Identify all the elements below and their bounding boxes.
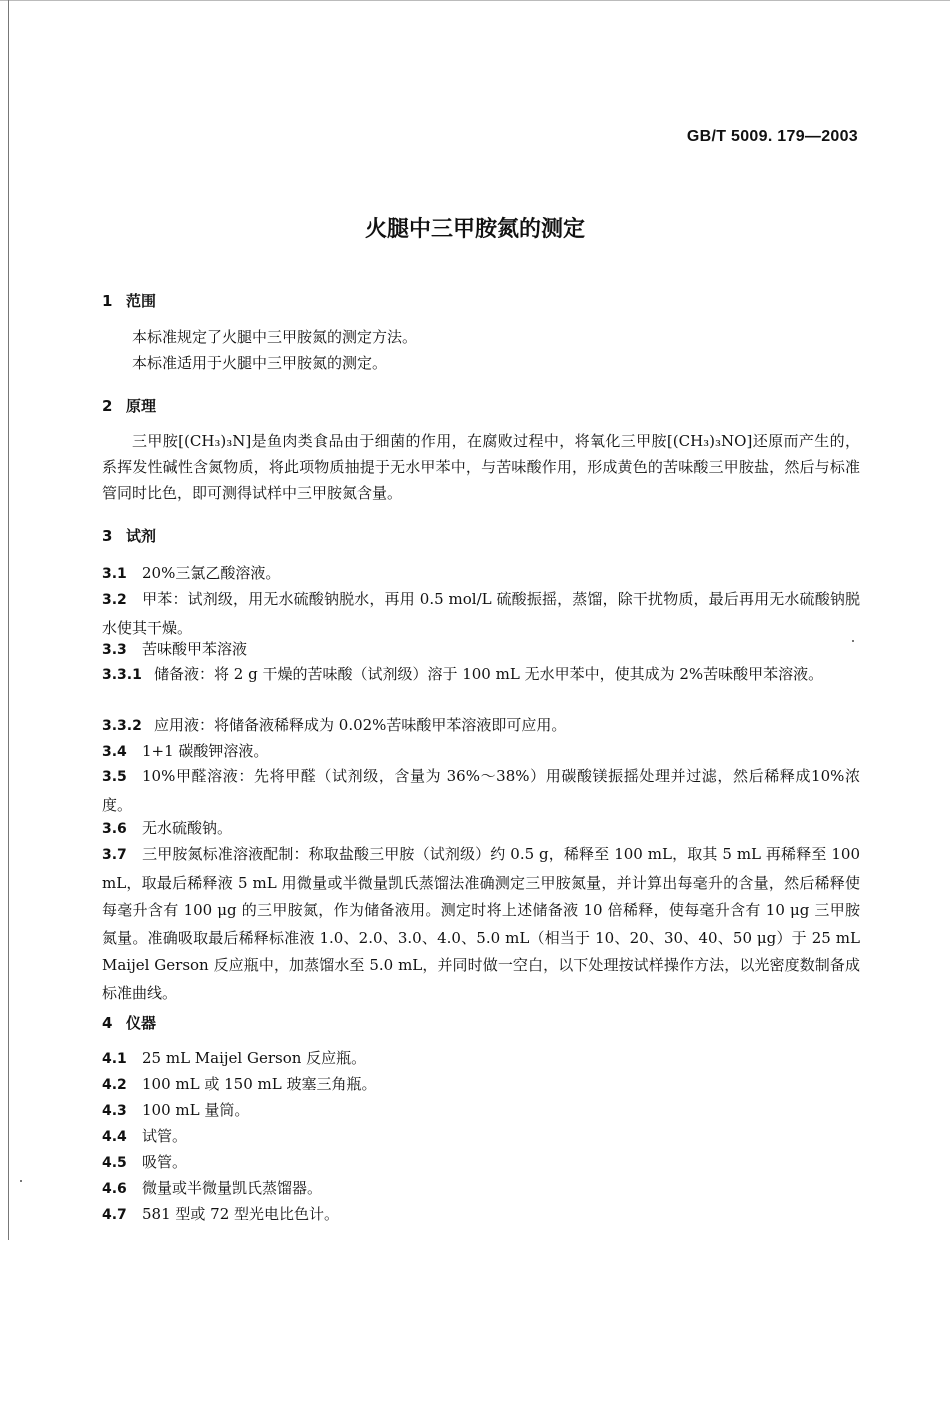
item-text: 三甲胺氮标准溶液配制：称取盐酸三甲胺（试剂级）约 0.5 g，稀释至 100 mL，取其 5 mL 再稀释至 100 mL，取最后稀释液 5 mL 用微量或半微量凯氏蒸馏法准确测定三甲胺氮量，并计算出每毫升的含量，然后稀释使每毫升含有 100 μg 的三甲胺氮，作为储备液用。测定时将上述储备液 10 倍稀释，使每毫升含有 10 μg 三甲胺氮量。准确吸取最后稀释标准液 1.0、2.0、3.0、4.0、5.0 mL（相当于 10、20、30、40、50 μg）于 25 mL Maijel Gerson 反应瓶中，加蒸馏水至 5.0 mL，并同时做一空白，以下处理按试样操作方法，以光密度数制备成标准曲线。	[102, 845, 860, 1002]
list-item	[102, 763, 860, 819]
item-number: 4.4	[102, 1129, 127, 1145]
list-item	[102, 1175, 860, 1204]
list-item	[102, 841, 860, 1007]
item-number: 3.3.2	[102, 718, 142, 734]
list-item	[102, 815, 860, 844]
principle-paragraph: 三甲胺[(CH₃)₃N]是鱼肉类食品由于细菌的作用，在腐败过程中，将氧化三甲胺[(CH₃)₃NO]还原而产生的，系挥发性碱性含氮物质，将此项物质抽提于无水甲苯中，与苦味酸作用，形成黄色的苦味酸三甲胺盐，然后与标准管同时比色，即可测得试样中三甲胺氮含量。	[102, 432, 860, 502]
item-number: 3.6	[102, 821, 127, 837]
section-3-heading	[102, 525, 156, 546]
list-item	[102, 1071, 860, 1100]
section-number: 4	[102, 1014, 113, 1032]
item-text: 无水硫酸钠。	[142, 819, 233, 837]
page-title: 火腿中三甲胺氮的测定	[364, 217, 585, 242]
list-item	[102, 560, 860, 589]
item-number: 3.1	[102, 566, 127, 582]
list-item	[102, 1123, 860, 1152]
item-text: 苦味酸甲苯溶液	[142, 640, 248, 658]
list-item	[102, 586, 860, 642]
item-number: 4.1	[102, 1051, 127, 1067]
item-text: 100 mL 或 150 mL 玻塞三角瓶。	[142, 1075, 377, 1093]
item-number: 4.5	[102, 1155, 127, 1171]
list-item	[102, 1201, 860, 1230]
item-number: 4.2	[102, 1077, 127, 1093]
section-number: 3	[102, 527, 113, 545]
list-item	[102, 1045, 860, 1074]
item-text: 10%甲醛溶液：先将甲醛（试剂级，含量为 36%～38%）用碳酸镁振摇处理并过滤，然后稀释成10%浓度。	[102, 767, 860, 814]
section-4-heading	[102, 1012, 156, 1033]
list-item	[102, 1097, 860, 1126]
item-text: 1+1 碳酸钾溶液。	[142, 742, 269, 760]
item-number: 4.6	[102, 1181, 127, 1197]
section-number: 1	[102, 292, 113, 310]
list-item	[102, 712, 860, 741]
item-text: 100 mL 量筒。	[142, 1101, 250, 1119]
list-item	[102, 661, 860, 690]
item-text: 吸管。	[142, 1153, 188, 1171]
item-text: 储备液：将 2 g 干燥的苦味酸（试剂级）溶于 100 mL 无水甲苯中，使其成为 2%苦味酸甲苯溶液。	[154, 665, 824, 683]
item-text: 甲苯：试剂级，用无水硫酸钠脱水，再用 0.5 mol/L 硫酸振摇，蒸馏，除干扰物质，最后再用无水硫酸钠脱水使其干燥。	[102, 590, 860, 637]
item-number: 3.4	[102, 744, 127, 760]
section-title: 原理	[126, 397, 157, 415]
item-number: 3.5	[102, 769, 127, 785]
section-number: 2	[102, 397, 113, 415]
item-number: 3.2	[102, 592, 127, 608]
item-number: 3.3.1	[102, 667, 142, 683]
paragraph: 本标准规定了火腿中三甲胺氮的测定方法。	[132, 328, 418, 346]
item-number: 3.3	[102, 642, 127, 658]
scan-speck	[852, 640, 854, 642]
item-number: 4.3	[102, 1103, 127, 1119]
scan-edge-left	[8, 0, 9, 1240]
section-1-heading	[102, 290, 156, 311]
section-title: 试剂	[126, 527, 157, 545]
item-text: 20%三氯乙酸溶液。	[142, 564, 281, 582]
item-number: 3.7	[102, 847, 127, 863]
section-2-heading	[102, 395, 156, 416]
item-number: 4.7	[102, 1207, 127, 1223]
section-title: 仪器	[126, 1014, 157, 1032]
item-text: 25 mL Maijel Gerson 反应瓶。	[142, 1049, 367, 1067]
standard-number: GB/T 5009. 179—2003	[686, 128, 858, 145]
item-text: 试管。	[142, 1127, 188, 1145]
paragraph: 本标准适用于火腿中三甲胺氮的测定。	[132, 354, 388, 372]
item-text: 应用液：将储备液稀释成为 0.02%苦味酸甲苯溶液即可应用。	[154, 716, 567, 734]
section-title: 范围	[126, 292, 157, 310]
list-item	[102, 1149, 860, 1178]
item-text: 581 型或 72 型光电比色计。	[142, 1205, 340, 1223]
item-text: 微量或半微量凯氏蒸馏器。	[142, 1179, 323, 1197]
scan-edge-top	[0, 0, 950, 1]
scan-speck	[20, 1180, 22, 1182]
